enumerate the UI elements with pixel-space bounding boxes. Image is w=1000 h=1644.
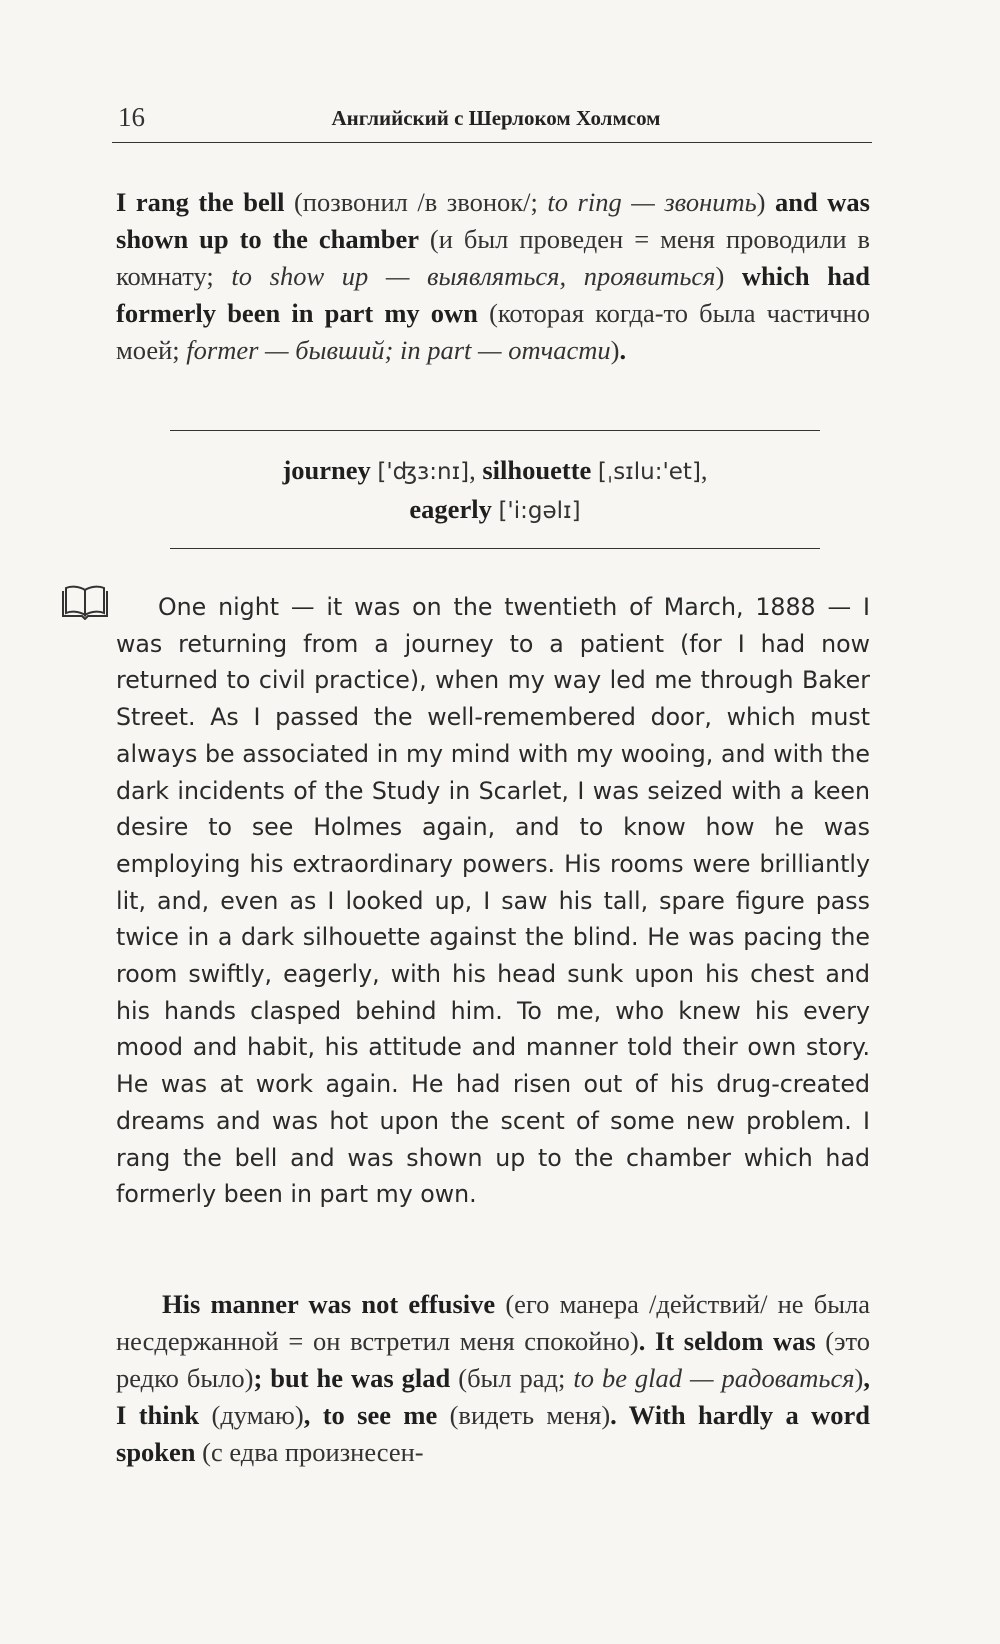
gloss-2-segment: . With hardly a word spoken [116,1400,870,1467]
gloss-1-segment: ) [610,335,620,365]
gloss-1-segment: (позвонил /в звонок/; [284,187,548,217]
page-number: 16 [118,102,145,132]
gloss-1-segment: I rang the bell [116,187,285,217]
pronunciation-block: journey ['ʤɜ:nɪ], silhouette [ˌsɪlu:'et], eagerly ['i:gəlɪ] [282,455,708,524]
gloss-1-segment: to show up — выявляться, проявиться [231,261,716,291]
pron-ipa-eagerly: ['i:gəlɪ] [498,498,581,524]
running-title: Английский с Шерлоком Холмсом [331,106,661,130]
gloss-1-segment: to ring — звонить [547,187,757,217]
page-header [112,100,872,143]
gloss-2-segment: (был рад; [450,1363,574,1393]
gloss-2-segment: , to see me [303,1400,438,1430]
gloss-2-segment: (видеть меня) [437,1400,611,1430]
divider-top [170,430,820,431]
gloss-2-segment: ) [854,1363,864,1393]
gloss-1-segment: . [619,335,627,365]
open-book-icon [60,584,110,620]
gloss-paragraph-1 [116,184,870,369]
gloss-2-segment: His manner was not effusive [162,1289,496,1319]
gloss-2-segment: (с едва произнесен- [195,1437,424,1467]
gloss-2-segment: . It seldom was [638,1326,816,1356]
pron-word-eagerly: eagerly [409,494,492,524]
gloss-1-segment: former — бывший; in part — отчасти [186,335,611,365]
gloss-2-segment: (это редко было) [116,1326,870,1393]
gloss-2-segment: ; but he was glad [253,1363,451,1393]
pron-ipa-journey: ['ʤɜ:nɪ] [377,459,470,485]
divider-bottom [170,548,820,549]
gloss-2-segment: , I think [116,1363,870,1430]
pron-ipa-silhouette: [ˌsɪlu:'et] [597,459,701,485]
gloss-1-segment: and was shown up to the chamber [116,187,870,254]
gloss-1-segment: ) [715,261,742,291]
gloss-2-segment: (его манера /действий/ не была несдержанной = он встретил меня спокойно) [116,1289,870,1356]
gloss-1-segment: (и был проведен = меня проводили в комнату; [116,224,870,291]
gloss-1-segment: which had formerly been in part my own [116,261,871,328]
gloss-2-segment: to be glad — радоваться [573,1363,855,1393]
gloss-1-segment: (которая когда-то была частично моей; [116,298,870,365]
pron-word-silhouette: silhouette [482,455,592,485]
gloss-1-segment: ) [756,187,776,217]
pron-word-journey: journey [282,455,371,485]
gloss-2-segment: (думаю) [199,1400,304,1430]
gloss-paragraph-2 [116,1286,870,1471]
story-paragraph: One night — it was on the twentieth of March, 1888 — I was returning from a journey to a patient (for I had now returned to civil practice), when my way led me through Baker Street. As I passed the well-remembered door, which must always be associated in my mind with my wooing, and with the dark incidents of the Study in Scarlet, I was seized with a keen desire to see Holmes again, and to know how he was employing his extraordinary powers. His rooms were brilliantly lit, and, even as I looked up, I saw his tall, spare figure pass twice in a dark silhouette against the blind. He was pacing the room swiftly, eagerly, with his head sunk upon his chest and his hands clasped behind him. To me, who knew his every mood and habit, his attitude and manner told their own story. He was at work again. He had risen out of his drug-created dreams and was hot upon the scent of some new problem. I rang the bell and was shown up to the chamber which had formerly been in part my own. [116,593,870,1209]
